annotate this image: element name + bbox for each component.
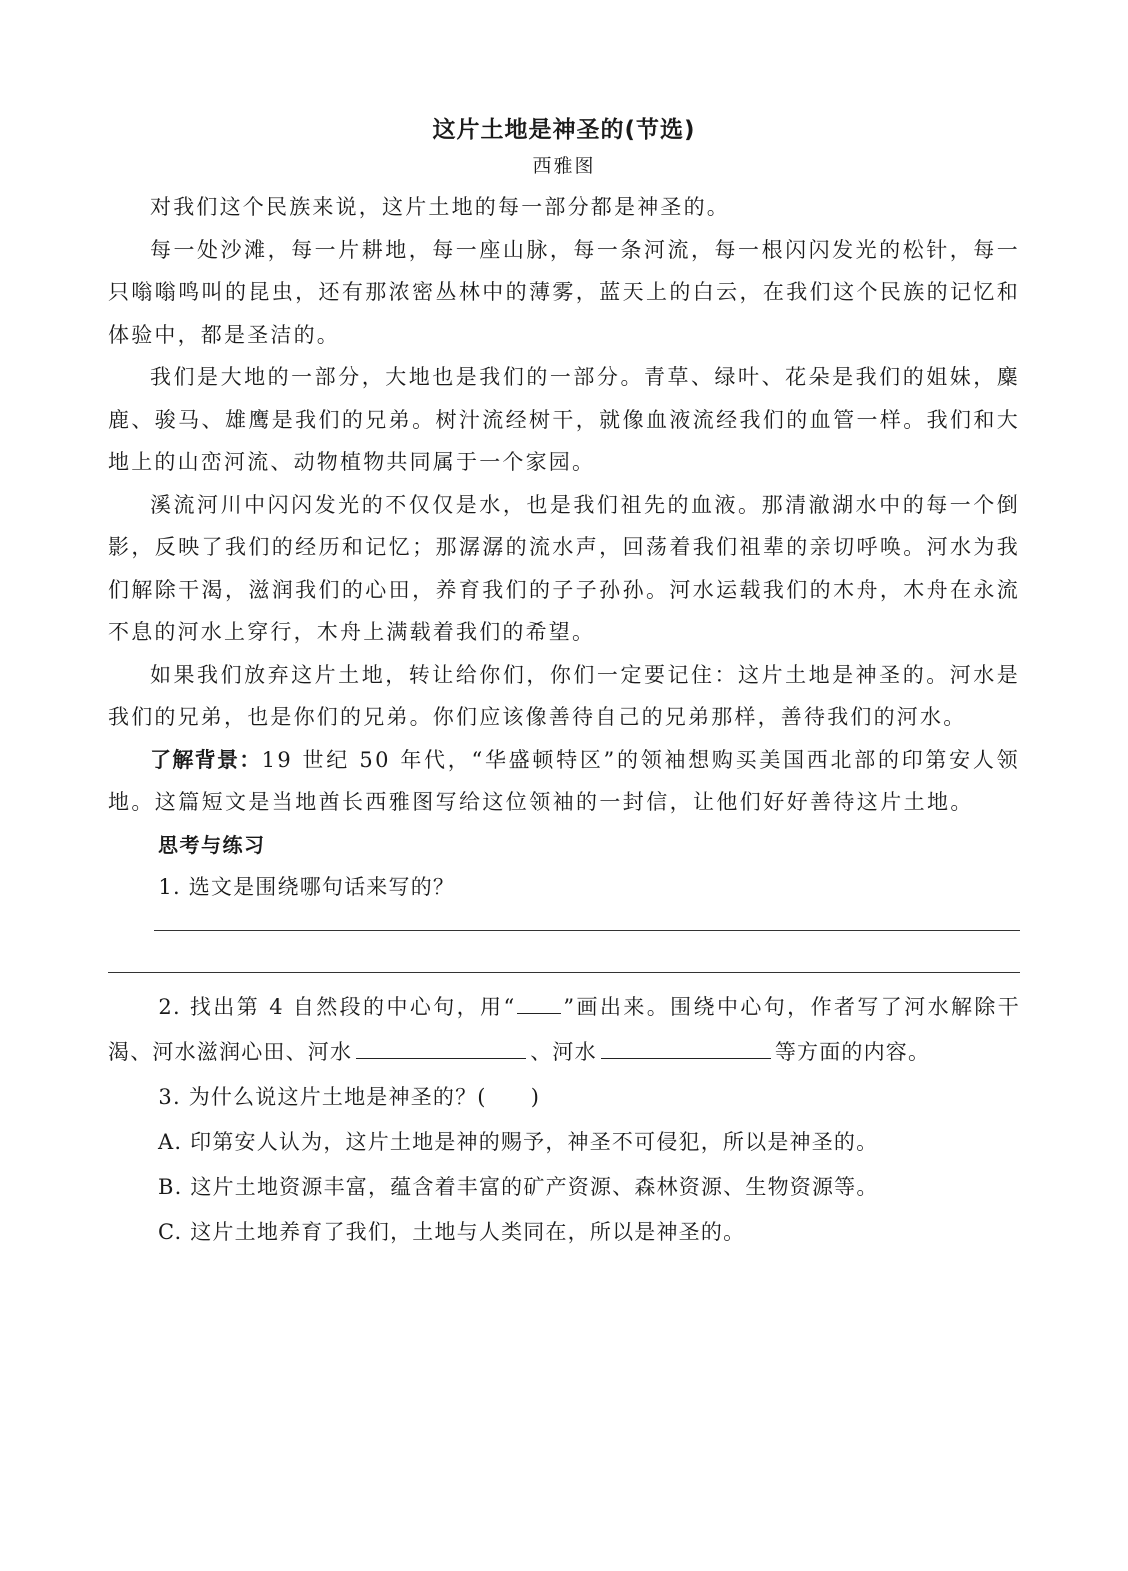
answer-blank-2[interactable]: [601, 1037, 771, 1059]
paragraph-2: 每一处沙滩，每一片耕地，每一座山脉，每一条河流，每一根闪闪发光的松针，每一只嗡嗡鸣叫的昆虫，还有那浓密丛林中的薄雾，蓝天上的白云，在我们这个民族的记忆和体验中，都是圣洁的。: [108, 237, 1020, 347]
question-3: [108, 1075, 1020, 1120]
question-2-part-2: ”画出来。围绕中心句，作者写了河水解除干渴、河水滋润心田、河水: [108, 994, 1020, 1064]
background-note: [108, 739, 1020, 824]
option-a[interactable]: A. 印第安人认为，这片土地是神的赐予，神圣不可侵犯，所以是神圣的。: [158, 1129, 879, 1154]
question-3-stem-end: ): [530, 1084, 541, 1109]
background-label: 了解背景：: [150, 747, 262, 772]
document-page: [108, 110, 1020, 1255]
answer-blank-1[interactable]: [356, 1037, 526, 1059]
question-3-stem: 3. 为什么说这片土地是神圣的？(: [158, 1084, 487, 1109]
question-1: 1. 选文是围绕哪句话来写的？: [158, 874, 456, 899]
question-2: [108, 985, 1020, 1075]
paragraph-1: 对我们这个民族来说，这片土地的每一部分都是神圣的。: [150, 195, 730, 219]
background-text: 19 世纪 50 年代，“华盛顿特区”的领袖想购买美国西北部的印第安人领地。这篇短文是当地酋长西雅图写给这位领袖的一封信，让他们好好善待这片土地。: [108, 747, 1021, 814]
question-2-part-4: 等方面的内容。: [774, 1039, 931, 1064]
author-name: 西雅图: [532, 155, 596, 177]
paragraph-4: 溪流河川中闪闪发光的不仅仅是水，也是我们祖先的血液。那清澈湖水中的每一个倒影，反映了我们的经历和记忆；那潺潺的流水声，回荡着我们祖辈的亲切呼唤。河水为我们解除干渴，滋润我们的心田，养育我们的子子孙孙。河水运载我们的木舟，木舟在永流不息的河水上穿行，木舟上满载着我们的希望。: [108, 492, 1020, 644]
option-c[interactable]: C. 这片土地养育了我们，土地与人类同在，所以是神圣的。: [158, 1219, 746, 1244]
question-2-part-3: 、河水: [530, 1039, 597, 1064]
option-b[interactable]: B. 这片土地资源丰富，蕴含着丰富的矿产资源、森林资源、生物资源等。: [158, 1174, 879, 1199]
paragraph-3: 我们是大地的一部分，大地也是我们的一部分。青草、绿叶、花朵是我们的姐妹，麋鹿、骏马、雄鹰是我们的兄弟。树汁流经树干，就像血液流经我们的血管一样。我们和大地上的山峦河流、动物植物共同属于一个家园。: [108, 365, 1020, 474]
page-title: 这片土地是神圣的(节选): [432, 117, 696, 143]
exercises-heading: 思考与练习: [158, 832, 266, 857]
question-2-part-1: 2. 找出第 4 自然段的中心句，用“: [158, 994, 516, 1019]
paragraph-5: 如果我们放弃这片土地，转让给你们，你们一定要记住：这片土地是神圣的。河水是我们的兄弟，也是你们的兄弟。你们应该像善待自己的兄弟那样，善待我们的河水。: [108, 662, 1020, 729]
underline-sample-blank: [517, 992, 561, 1014]
